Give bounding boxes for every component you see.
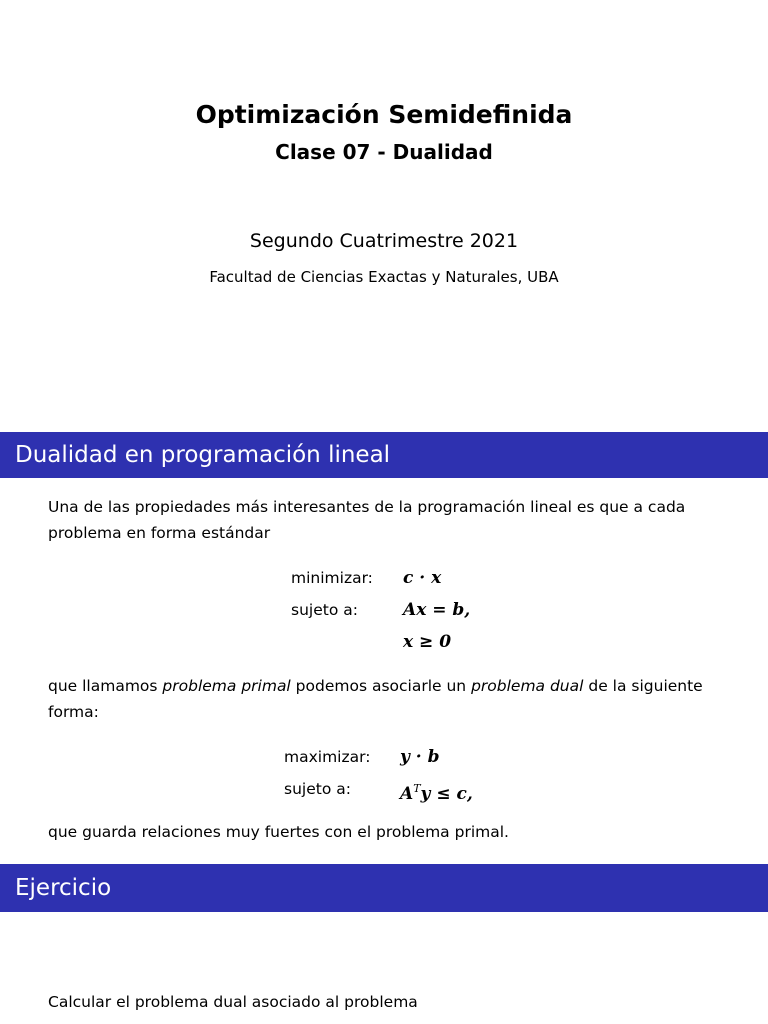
dual-constraint-expr: $A^Ty \le c$, <box>400 782 473 804</box>
primal-constraint-expr: Ax = b, <box>403 600 471 620</box>
slide-heading-exercise: Ejercicio <box>0 864 768 912</box>
closing-paragraph: que guarda relaciones muy fuertes con el problema primal. <box>48 823 509 841</box>
para2-text-c: de la siguiente forma: <box>48 677 703 721</box>
para2-text-a: que llamamos <box>48 677 163 695</box>
presentation-subtitle: Clase 07 - Dualidad <box>275 140 493 164</box>
primal-term: problema primal <box>162 677 291 695</box>
primal-objective-expr: c · x <box>403 568 442 588</box>
exercise-paragraph: Calcular el problema dual asociado al problema <box>48 993 418 1011</box>
primal-objective-label: minimizar: <box>291 569 373 587</box>
primal-constraint-label: sujeto a: <box>291 601 358 619</box>
slide-heading-duality: Dualidad en programación lineal <box>0 432 768 478</box>
primal-nonneg-expr: x ≥ 0 <box>403 632 452 652</box>
primal-dual-paragraph <box>48 673 728 725</box>
term-label: Segundo Cuatrimestre 2021 <box>249 230 519 252</box>
dual-constraint-label: sujeto a: <box>284 780 351 798</box>
dual-objective-expr: y · b <box>400 747 440 767</box>
title-slide <box>0 0 768 432</box>
presentation-title: Optimización Semidefinida <box>195 100 573 129</box>
institution-label: Facultad de Ciencias Exactas y Naturales, UBA <box>209 268 559 286</box>
dual-term: problema dual <box>471 677 584 695</box>
dual-objective-label: maximizar: <box>284 748 371 766</box>
para2-text-b: podemos asociarle un <box>290 677 472 695</box>
intro-paragraph: Una de las propiedades más interesantes de la programación lineal es que a cada problema en forma estándar <box>48 498 686 542</box>
